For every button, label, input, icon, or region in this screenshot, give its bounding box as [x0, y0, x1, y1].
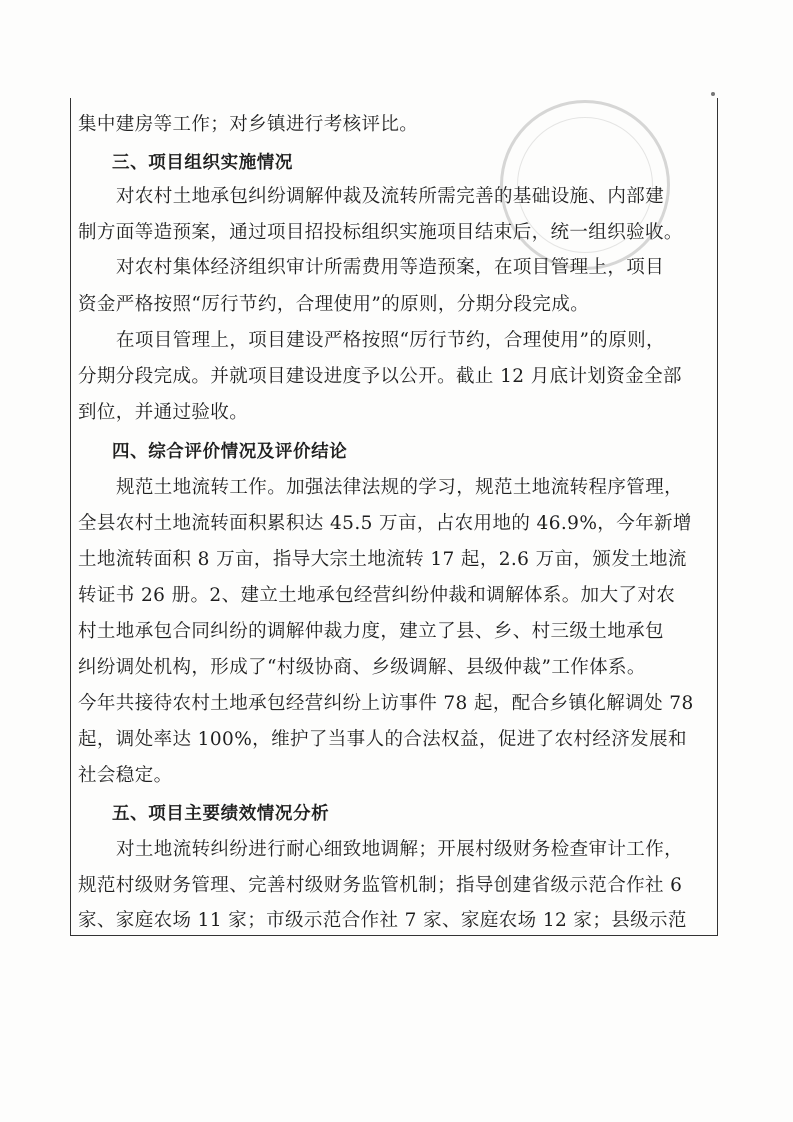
text-line-21: 对土地流转纠纷进行耐心细致地调解；开展村级财务检查审计工作， [116, 839, 684, 860]
text-line-9: 到位，并通过验收。 [78, 402, 249, 423]
text-line-14: 转证书 26 册。2、建立土地承包经营纠纷仲裁和调解体系。加大了对农 [78, 585, 676, 606]
text-line-3: 对农村土地承包纠纷调解仲裁及流转所需完善的基础设施、内部建 [116, 186, 665, 207]
text-line-11: 规范土地流转工作。加强法律法规的学习，规范土地流转程序管理， [116, 477, 684, 498]
text-line-23: 家、家庭农场 11 家；市级示范合作社 7 家、家庭农场 12 家；县级示范 [78, 910, 687, 931]
text-line-19: 社会稳定。 [78, 765, 173, 786]
text-line-4: 制方面等造预案，通过项目招投标组织实施项目结束后，统一组织验收。 [78, 222, 683, 243]
scan-speck [711, 92, 715, 96]
text-line-5: 对农村集体经济组织审计所需费用等造预案，在项目管理上，项目 [116, 257, 665, 278]
text-line-12: 全县农村土地流转面积累积达 45.5 万亩，占农用地的 46.9%，今年新增 [78, 513, 692, 534]
text-line-18: 起，调处率达 100%，维护了当事人的合法权益，促进了农村经济发展和 [78, 729, 687, 750]
text-line-6: 资金严格按照“厉行节约，合理使用”的原则，分期分段完成。 [78, 294, 590, 315]
text-line-17: 今年共接待农村土地承包经营纠纷上访事件 78 起，配合乡镇化解调处 78 [78, 693, 694, 714]
text-line-1: 集中建房等工作；对乡镇进行考核评比。 [78, 114, 419, 135]
text-line-13: 土地流转面积 8 万亩，指导大宗土地流转 17 起，2.6 万亩，颁发土地流 [78, 549, 687, 570]
text-line-15: 村土地承包合同纠纷的调解仲裁力度，建立了县、乡、村三级土地承包 [78, 621, 664, 642]
section-heading-4: 四、综合评价情况及评价结论 [112, 442, 348, 462]
section-heading-3: 三、项目组织实施情况 [112, 153, 293, 173]
text-line-7: 在项目管理上，项目建设严格按照“厉行节约，合理使用”的原则， [116, 330, 665, 351]
text-line-22: 规范村级财务管理、完善村级财务监管机制；指导创建省级示范合作社 6 [78, 875, 683, 896]
text-line-16: 纠纷调处机构，形成了“村级协商、乡级调解、县级仲裁”工作体系。 [78, 657, 646, 678]
text-line-8: 分期分段完成。并就项目建设进度予以公开。截止 12 月底计划资金全部 [78, 366, 682, 387]
section-heading-5: 五、项目主要绩效情况分析 [112, 804, 330, 824]
